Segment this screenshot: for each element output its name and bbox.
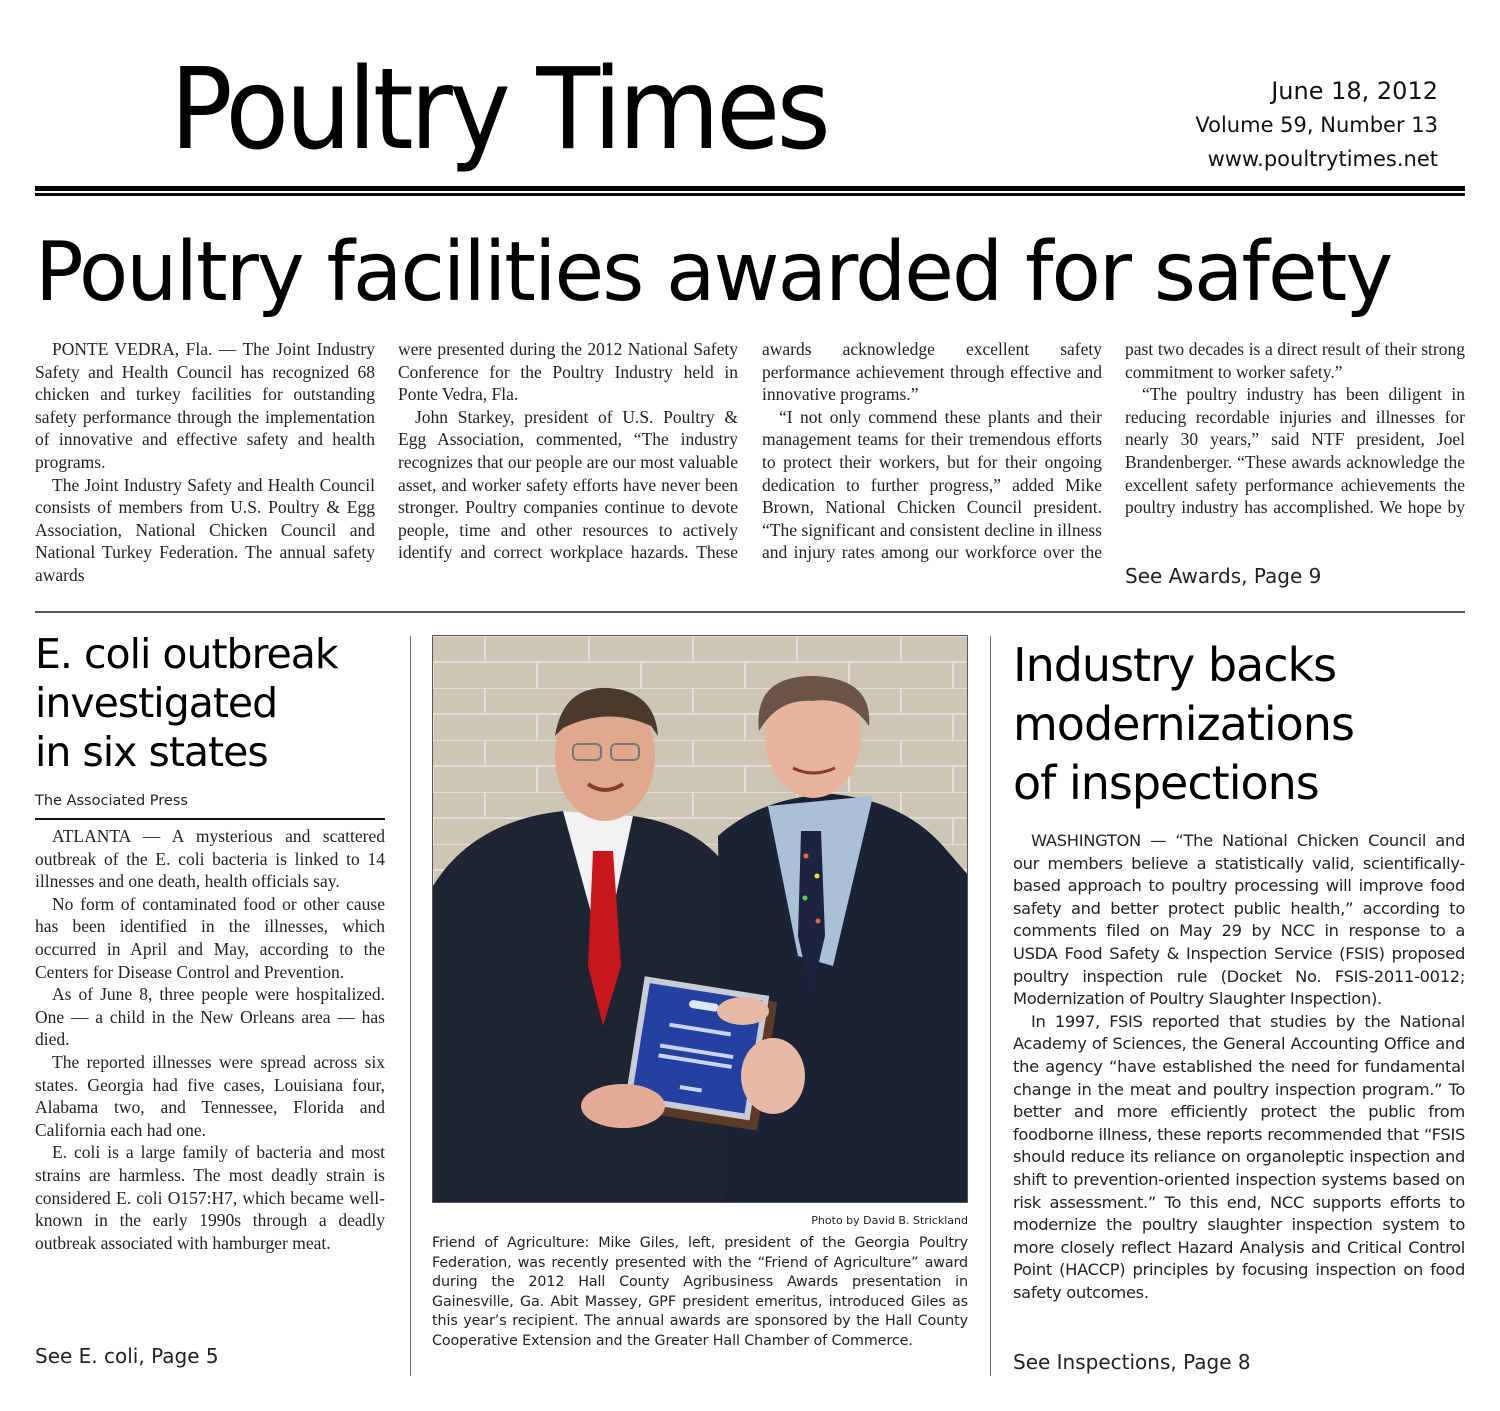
ecoli-byline: The Associated Press — [35, 793, 188, 809]
issue-volume: Volume 59, Number 13 — [1195, 113, 1438, 137]
issue-date: June 18, 2012 — [1271, 77, 1438, 105]
ecoli-paragraph: E. coli is a large family of bacteria and most strains are harmless. The most deadly strain is considered E. coli O157:H7, which became well-known in the early 1990s through a deadly outbreak associated with hamburger meat. — [35, 1142, 385, 1253]
lead-jump-link[interactable]: See Awards, Page 9 — [1125, 564, 1322, 588]
inspection-jump-link[interactable]: See Inspections, Page 8 — [1013, 1350, 1251, 1374]
lead-paragraph: awards acknowledge excellent safety performance achievement through effective and innovative programs.” — [762, 339, 1102, 405]
lead-paragraph: John Starkey, president of U.S. Poultry & Egg Association, commented, “The industry recognizes that our people are our most valuable asset, and worker safety efforts have never been stronger. Poultry companies continue to devote people, time and other resources to actively identify and correct workplace hazards. These — [398, 406, 738, 563]
lead-paragraph: The Joint Industry Safety and Health Council consists of members from U.S. Poultry & Egg Association, National Chicken Council and National Turkey Federation. The annual safety awards — [35, 474, 375, 585]
inspection-body — [1013, 830, 1465, 1304]
ecoli-paragraph: As of June 8, three people were hospitalized. One — a child in the New Orleans area — has died. — [35, 984, 385, 1050]
column-divider-left — [410, 636, 411, 1376]
section-divider — [35, 611, 1465, 613]
website-link[interactable]: www.poultrytimes.net — [1207, 147, 1438, 171]
lead-paragraph: “I not only commend these plants and their management teams for their tremendous efforts to protect their workers, but for their ongoing dedication to further progress,” added Mike Brown, National Chicken Council president. “The significant and consistent decline in illness and injury rates among our workforce over the — [762, 406, 1102, 563]
ecoli-body — [35, 825, 385, 1254]
ecoli-headline: E. coli outbreak investigated in six states — [35, 630, 338, 776]
lead-column-3 — [762, 338, 1102, 564]
lead-headline: Poultry facilities awarded for safety — [35, 225, 1392, 320]
award-photo — [432, 635, 968, 1203]
ecoli-paragraph: No form of contaminated food or other cause has been identified in the illnesses, which occurred in April and May, according to the Centers for Disease Control and Prevention. — [35, 893, 385, 982]
masthead-rule-bottom — [35, 193, 1465, 196]
masthead-rule-top — [35, 186, 1465, 191]
inspection-paragraph: In 1997, FSIS reported that studies by the National Academy of Sciences, the General Accounting Office and the agency “have established the need for fundamental change in the meat and poultry inspection program.” To better and more efficiently protect the public from foodborne illness, these reports recommended that “FSIS should reduce its reliance on organoleptic inspection and shift to prevention-oriented inspection systems based on risk assessment.” To this end, NCC supports efforts to modernize the poultry slaughter inspection system to more closely reflect Hazard Analysis and Critical Control Point (HACCP) principles by focusing inspection on food safety outcomes. — [1013, 1011, 1465, 1302]
column-divider-right — [990, 636, 991, 1376]
photo-caption: Friend of Agriculture: Mike Giles, left, president of the Georgia Poultry Federation, was recently presented with the “Friend of Agriculture” award during the 2012 Hall County Agribusiness Awards presentation in Gainesville, Ga. Abit Massey, GPF president emeritus, introduced Giles as this year’s recipient. The annual awards are sponsored by the Hall County Cooperative Extension and the Greater Hall Chamber of Commerce. — [432, 1235, 968, 1349]
byline-rule — [35, 818, 385, 820]
ecoli-paragraph: The reported illnesses were spread across six states. Georgia had five cases, Louisiana four, Alabama two, and Tennessee, Florida and California each had one. — [35, 1051, 385, 1140]
lead-paragraph: “The poultry industry has been diligent in reducing recordable injuries and illnesses for nearly 30 years,” said NTF president, Joel Brandenberger. “These awards acknowledge the excellent safety performance achievements the poultry industry has accomplished. We hope by — [1125, 384, 1465, 518]
lead-column-4 — [1125, 338, 1465, 519]
lead-paragraph: PONTE VEDRA, Fla. — The Joint Industry Safety and Health Council has recognized 68 chicken and turkey facilities for outstanding safety performance through the implementation of innovative and effective safety and health programs. — [35, 339, 375, 472]
inspection-headline: Industry backs modernizations of inspections — [1013, 638, 1354, 810]
photo-credit: Photo by David B. Strickland — [811, 1214, 968, 1227]
lead-column-1 — [35, 338, 375, 587]
lead-paragraph: past two decades is a direct result of their strong commitment to worker safety.” — [1125, 339, 1465, 382]
photo-illustration — [433, 636, 968, 1203]
ecoli-jump-link[interactable]: See E. coli, Page 5 — [35, 1344, 219, 1368]
lead-paragraph: were presented during the 2012 National Safety Conference for the Poultry Industry held in Ponte Vedra, Fla. — [398, 339, 738, 405]
inspection-paragraph: WASHINGTON — “The National Chicken Council and our members believe a statistically valid, scientifically-based approach to poultry processing will improve food safety and better protect public health,” according to comments filed on May 29 by NCC in response to a USDA Food Safety & Inspection Service (FSIS) proposed poultry inspection rule (Docket No. FSIS-2011-0012; Modernization of Poultry Slaughter Inspection). — [1013, 831, 1465, 1009]
ecoli-paragraph: ATLANTA — A mysterious and scattered outbreak of the E. coli bacteria is linked to 14 illnesses and one death, health officials say. — [35, 826, 385, 892]
lead-column-2 — [398, 338, 738, 564]
masthead-meta — [1195, 74, 1438, 176]
masthead-title: Poultry Times — [170, 45, 828, 175]
